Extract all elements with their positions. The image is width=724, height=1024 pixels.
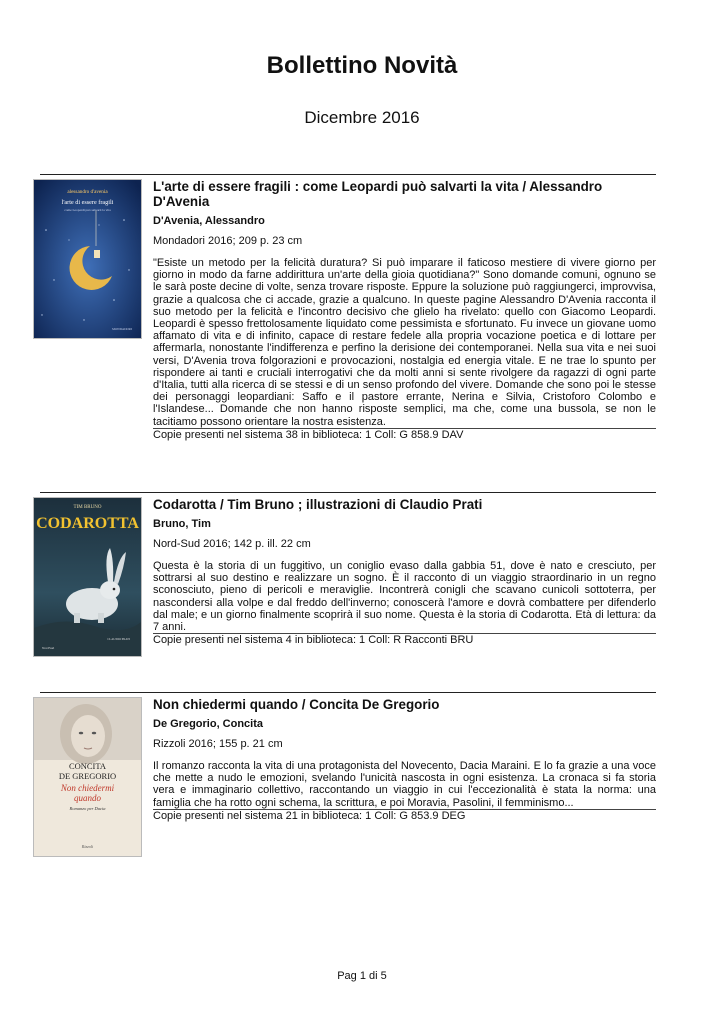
cover-title-line2: quando xyxy=(74,793,101,803)
book-title: Codarotta / Tim Bruno ; illustrazioni di Claudio Prati xyxy=(153,497,483,512)
book-author: D'Avenia, Alessandro xyxy=(153,215,265,227)
cover-title-line1: Non chiedermi xyxy=(60,783,115,793)
cover-author: TIM BRUNO xyxy=(73,505,102,510)
holdings-info: Copie presenti nel sistema 4 in biblioteca: 1 Coll: R Racconti BRU xyxy=(153,633,656,646)
cover-subtitle: come Leopardi può salvarti la vita xyxy=(64,208,111,212)
page-subtitle: Dicembre 2016 xyxy=(304,108,420,127)
book-author: Bruno, Tim xyxy=(153,518,211,530)
entry-divider xyxy=(40,692,656,693)
book-title: L'arte di essere fragili : come Leopardi può salvarti la vita / Alessandro D'Avenia xyxy=(153,179,603,209)
holdings-info: Copie presenti nel sistema 38 in biblioteca: 1 Coll: G 858.9 DAV xyxy=(153,428,656,441)
book-title: Non chiedermi quando / Concita De Gregorio xyxy=(153,697,440,712)
book-entry xyxy=(34,492,656,662)
book-entry xyxy=(34,692,656,862)
entry-divider xyxy=(40,492,656,493)
book-cover xyxy=(34,498,141,656)
book-abstract: Questa è la storia di un fuggitivo, un coniglio evaso dalla gabbia 51, dove è nato e cresciuto, per sottrarsi al suo destino e realizzare un sogno. È il racconto di un viaggio straordinario in un regno sconosciuto, pieno di pericoli e meraviglie. Incontrerà conigli che scavano cunicoli sottoterra, per nascondersi alla volpe e dal freddo dell'inverno; conoscerà l'amore e dovrà combattere per difenderlo dal male; e un giorno finalmente scoprirà il suo nome. Questa è la storia di Codarotta. Età di lettura: da 7 anni. xyxy=(153,560,656,634)
cover-publisher: NordSud xyxy=(42,646,55,650)
entry-body xyxy=(153,179,656,441)
cover-publisher: MONDADORI xyxy=(112,327,132,331)
cover-title: l'arte di essere fragili xyxy=(61,199,114,206)
cover-author-first: CONCITA xyxy=(68,761,107,771)
entry-body xyxy=(153,697,656,822)
book-entry xyxy=(34,174,656,464)
book-abstract: Il romanzo racconta la vita di una protagonista del Novecento, Dacia Maraini. E lo fa grazie a una voce che mette a nudo le emozioni, svelando l'unicità nascosta in ogni esistenza. La cronaca si fa storia vera e immaginario collettivo, raccontando un viaggio in cui l'eccezionalità è stata la norma: una famiglia che ha rotto ogni schema, la scrittura, e poi Moravia, Pasolini, il femminismo... xyxy=(153,760,656,809)
entry-body xyxy=(153,497,656,646)
page-title: Bollettino Novità xyxy=(266,52,458,79)
publication-info: Rizzoli 2016; 155 p. 21 cm xyxy=(153,738,283,750)
holdings-info: Copie presenti nel sistema 21 in biblioteca: 1 Coll: G 853.9 DEG xyxy=(153,809,656,822)
book-author: De Gregorio, Concita xyxy=(153,718,264,730)
cover-subtitle: Romanzo per Dacia xyxy=(69,806,106,811)
cover-publisher: Rizzoli xyxy=(81,844,94,849)
book-cover xyxy=(34,698,141,856)
cover-author-last: DE GREGORIO xyxy=(58,771,117,781)
publication-info: Nord-Sud 2016; 142 p. ill. 22 cm xyxy=(153,538,311,550)
entry-divider xyxy=(40,174,656,175)
cover-author: alessandro d'avenia xyxy=(67,189,108,195)
cover-title: CODAROTTA xyxy=(36,515,139,532)
cover-illustrator: CLAUDIO PRATI xyxy=(107,637,130,641)
book-cover xyxy=(34,180,141,338)
page-number: Pag 1 di 5 xyxy=(337,970,387,982)
publication-info: Mondadori 2016; 209 p. 23 cm xyxy=(153,235,303,247)
book-abstract: "Esiste un metodo per la felicità duratura? Si può imparare il faticoso mestiere di vivere giorno per giorno in modo da farne addirittura un'arte della gioia quotidiana?" Sono domande comuni, ognuno se le sarà poste decine di volte, senza trovare risposte. Eppure la soluzione può raggiungerci, improvvisa, grazie a qualcosa che ci accade, grazie a qualcuno. In queste pagine Alessandro D'Avenia racconta il suo metodo per la felicità e l'incontro decisivo che glielo ha rivelato: quello con Giacomo Leopardi. Leopardi è spesso frettolosamente liquidato come pessimista e sfortunato. Fu invece un giovane uomo affamato di vita e di infinito, capace di restare fedele alla propria vocazione poetica e di lottare per affermarla, nonostante l'indifferenza e perfino la derisione dei contemporanei. Nella sua vita e nei suoi versi, D'Avenia trova folgorazioni e provocazioni, nostalgia ed energia vitale. E ne trae lo spunto per rispondere ai tanti e cruciali interrogativi che da molti anni si sente rivolgere da ragazzi di ogni parte d'Italia, tutti alla ricerca di se stessi e di un senso profondo del vivere. Domande che sono poi le stesse dei personaggi leopardiani: Saffo e il pastore errante, Nerina e Silvia, Cristoforo Colombo e l'Islandese... Domande che non hanno risposte semplici, ma che, come una bussola, se non le tacitiamo possono orientare la nostra esistenza. xyxy=(153,257,656,428)
